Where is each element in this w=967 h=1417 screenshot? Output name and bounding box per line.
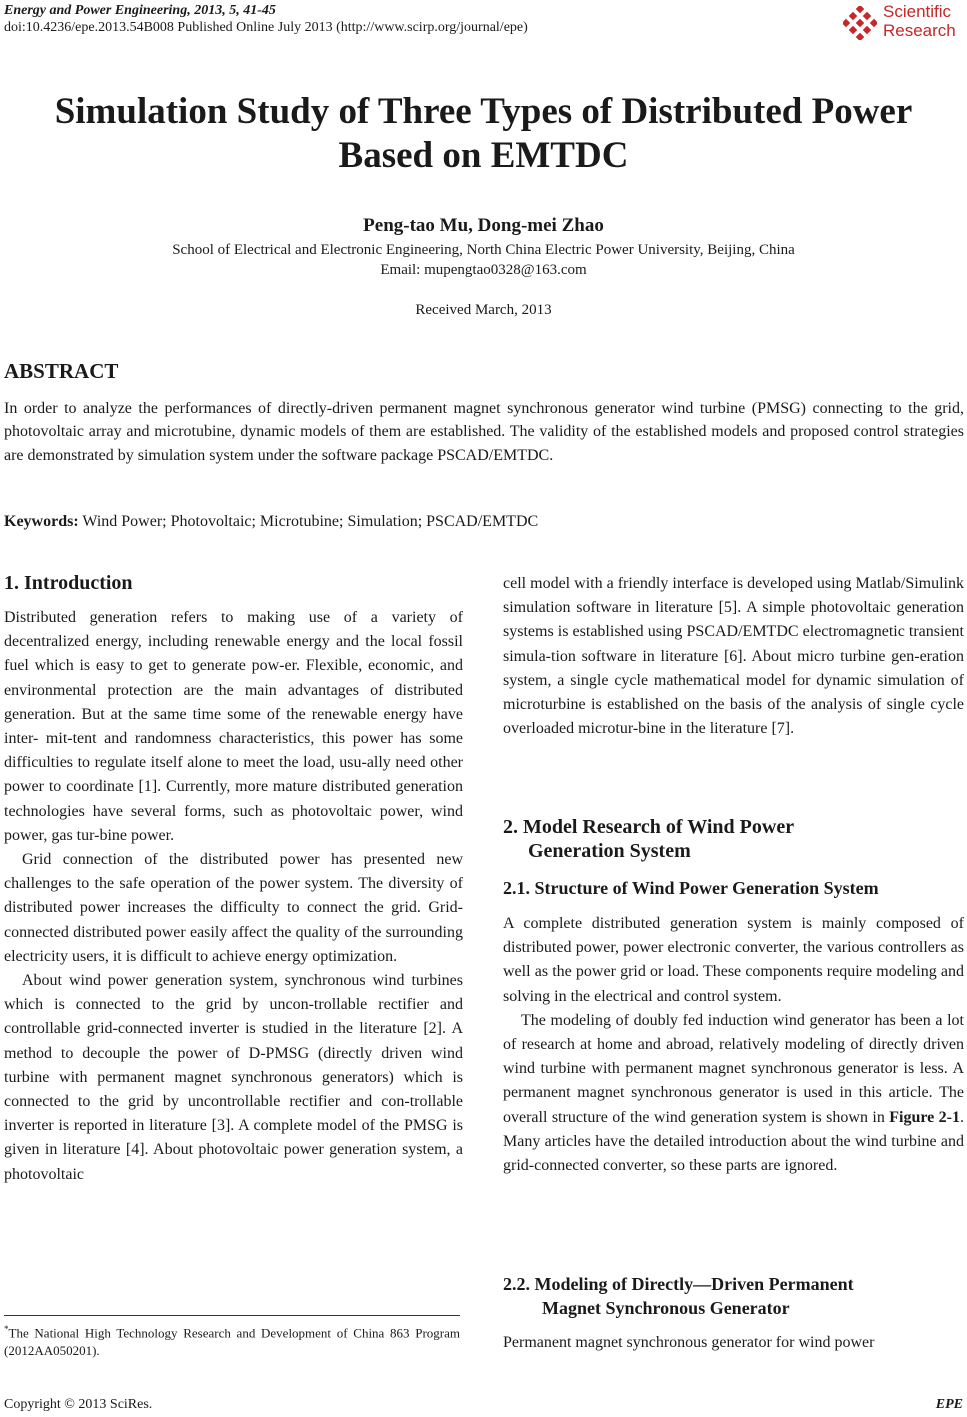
email: Email: mupengtao0328@163.com: [380, 262, 587, 278]
affiliation-block: [0, 240, 967, 280]
journal-abbrev: EPE: [935, 1397, 963, 1412]
section-heading-2: 2. Model Research of Wind Power Generation System: [503, 816, 795, 862]
paragraph: Grid connection of the distributed power has presented new challenges to the safe operation of the power system. The diversity of distributed power increases the difficulty to connect the grid. Grid-connected distributed power easily affect the quality of the surrounding electricity users, it is difficult to achieve energy optimization.: [4, 851, 463, 965]
journal-citation: [4, 2, 528, 19]
subsection-heading-2-1: 2.1. Structure of Wind Power Generation System: [503, 878, 879, 898]
left-column: [4, 606, 463, 1187]
subsection-heading-2-2: 2.2. Modeling of Directly—Driven Permanent Magnet Synchronous Generator: [503, 1274, 854, 1318]
paragraph: A complete distributed generation system is mainly composed of distributed power, power electronic converter, the various controllers as well as the power grid or load. These components require modeling and solving in the electrical and control system.: [503, 915, 964, 1005]
abstract-heading: ABSTRACT: [4, 359, 119, 383]
paper-title: Simulation Study of Three Types of Distributed Power Based on EMTDC: [54, 91, 913, 176]
keywords: [4, 513, 538, 531]
right-column-paragraph: cell model with a friendly interface is developed using Matlab/Simulink simulation software in literature [5]. A simple photovoltaic generation systems is established using PSCAD/EMTDC electromagnetic transient simula-tion software in literature [6]. About micro turbine gen-eration system, a single cycle mathematical model for dynamic simulation of microturbine is established on the basis of the analysis of single cycle overloaded microtur-bine in the literature [7].: [503, 575, 964, 738]
received-date: Received March, 2013: [415, 302, 552, 318]
section-heading-introduction: 1. Introduction: [4, 572, 133, 594]
keywords-label: Keywords:: [4, 513, 79, 530]
running-header: [4, 2, 528, 36]
journal-volume: , 2013, 5, 41-45: [187, 3, 276, 18]
right-column-section-2-2: Permanent magnet synchronous generator for wind power: [503, 1334, 875, 1351]
scirp-logo-icon: [843, 6, 877, 40]
paragraph: Distributed generation refers to making use of a variety of decentralized energy, including renewable energy and the local fossil fuel which is easy to get to generate pow-er. Flexible, economic, and environmental protection are the main advantages of distributed generation. But at the same time some of the renewable energy have inter- mit-tent and randomness characteristics, this power has some difficulties to regulate itself alone to meet the load, usu-ally need other power to coordinate [1]. Currently, more mature distributed generation technologies have several forms, such as photovoltaic power, wind power, gas tur-bine power.: [4, 609, 463, 844]
publisher-logo: [843, 0, 963, 44]
abstract-text: In order to analyze the performances of directly-driven permanent magnet synchronous generator wind turbine (PMSG) connecting to the grid, photovoltaic array and microtubine, dynamic models of them are established. The validity of the established models and proposed control strategies are demonstrated by simulation system under the software package PSCAD/EMTDC.: [4, 400, 964, 464]
authors: Peng-tao Mu, Dong-mei Zhao: [363, 215, 604, 236]
paragraph: About wind power generation system, synchronous wind turbines which is connected to the grid by uncon-trollable rectifier and controllable grid-connected inverter is studied in the literature [2]. A method to decouple the power of D-PMSG (directly driven wind turbine with permanent magnet synchronous generators) which is connected to the grid by uncontrollable rectifier and con-trollable inverter is reported in literature [3]. A complete model of the PMSG is given in literature [4]. About photovoltaic power generation system, a photovoltaic: [4, 972, 463, 1183]
doi-line: doi:10.4236/epe.2013.54B008 Published Online July 2013 (http://www.scirp.org/journal/epe): [4, 20, 528, 35]
paragraph: The modeling of doubly fed induction wind generator has been a lot of research at home and abroad, relatively modeling of directly driven wind turbine with permanent magnet synchronous generator is less. A permanent magnet synchronous generator is used in this article. The overall structure of the wind generation system is shown in Figure 2-1. Many articles have the detailed introduction about the wind turbine and grid-connected converter, so these parts are ignored.: [503, 1011, 965, 1175]
right-column-section-2-1: [503, 912, 964, 1178]
keywords-text: Wind Power; Photovoltaic; Microtubine; Simulation; PSCAD/EMTDC: [78, 513, 539, 530]
affiliation: School of Electrical and Electronic Engineering, North China Electric Power University, Beijing, China: [172, 242, 795, 258]
publisher-wordmark: Scientific Research: [883, 2, 956, 40]
journal-name: Energy and Power Engineering: [4, 3, 188, 18]
footnote: *The National High Technology Research and Development of China 863 Program (2012AA050201).: [4, 1324, 460, 1359]
footnote-rule: [4, 1315, 460, 1316]
copyright: Copyright © 2013 SciRes.: [4, 1397, 153, 1412]
figure-reference-link[interactable]: Figure 2-1: [889, 1108, 961, 1126]
